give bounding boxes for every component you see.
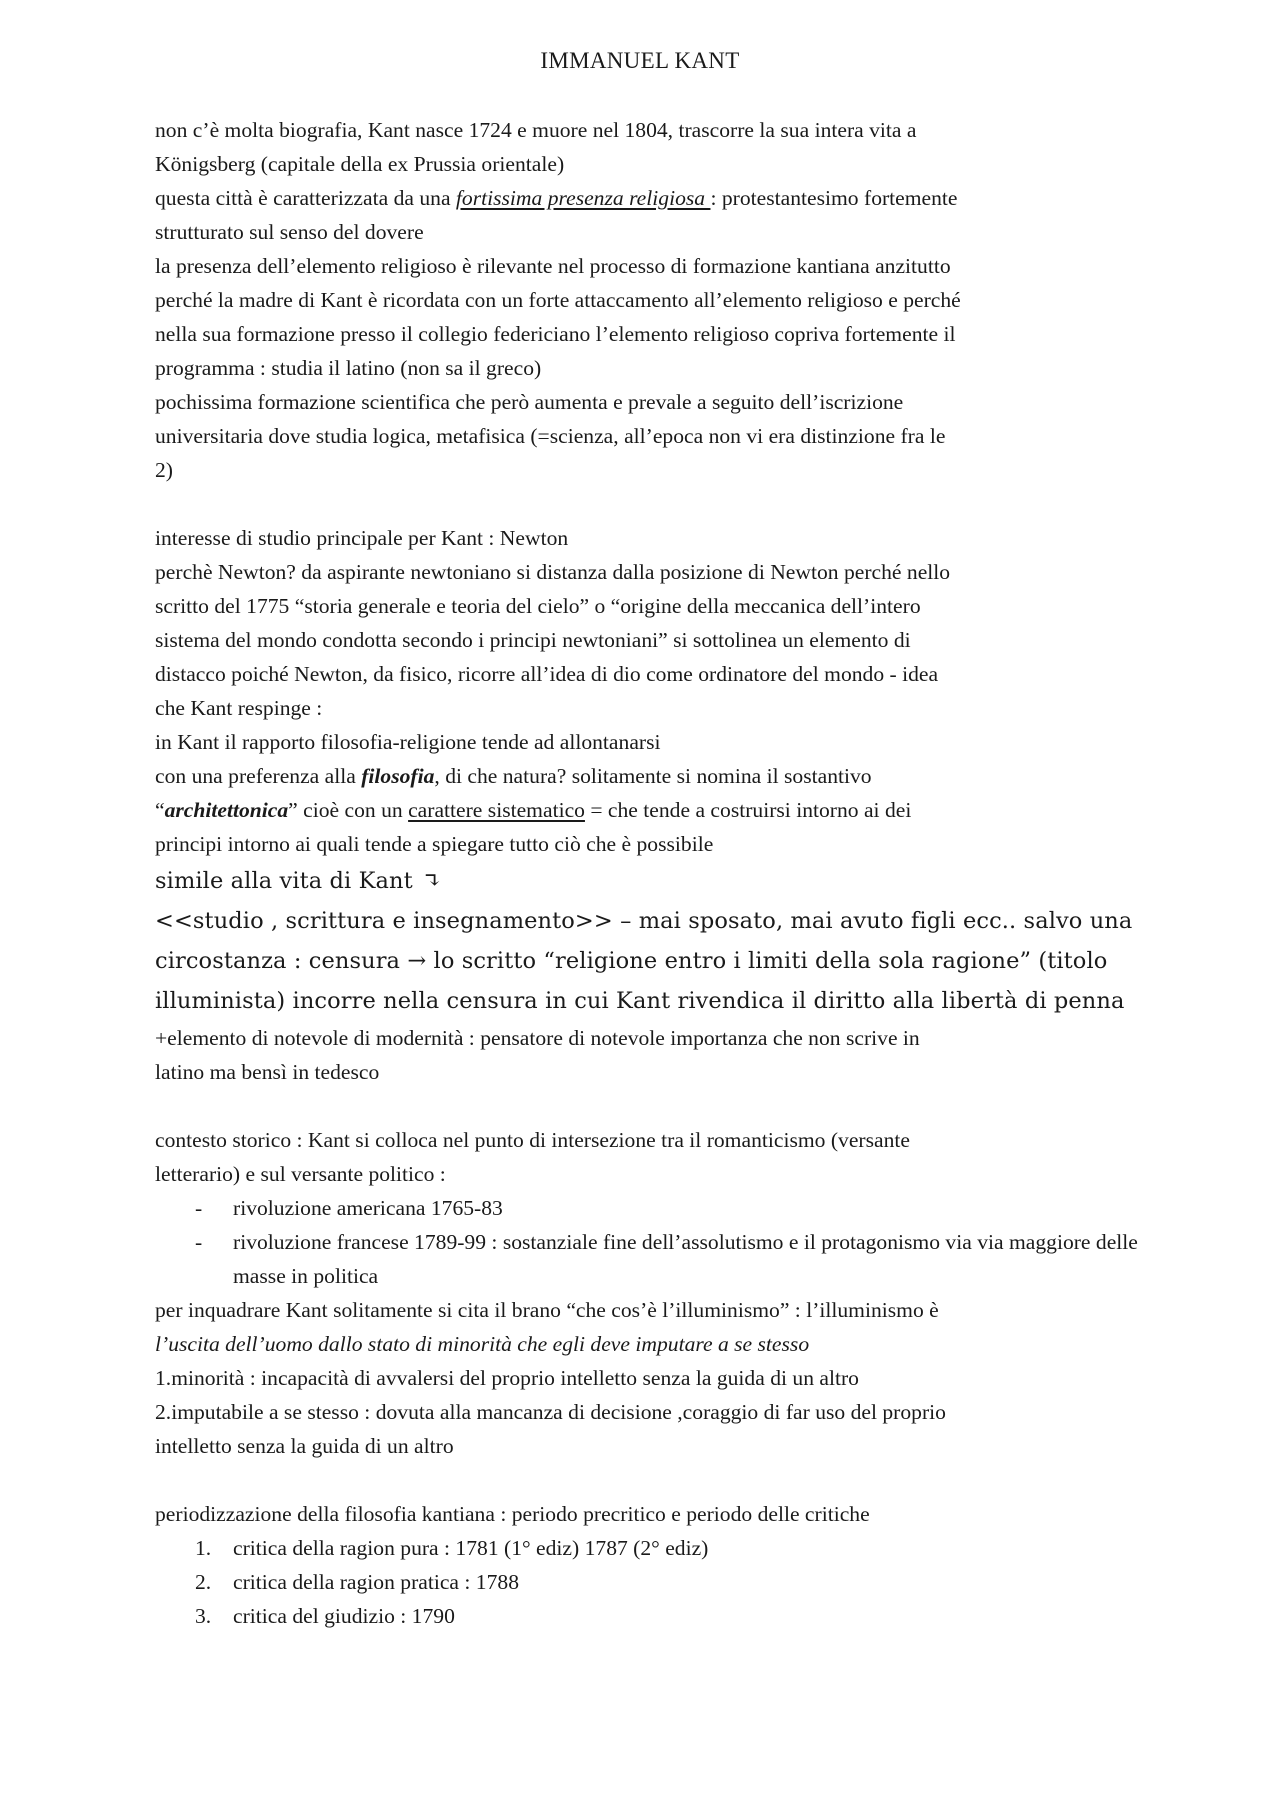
text-line: +elemento di notevole di modernità : pensatore di notevole importanza che non scrive in bbox=[155, 1026, 920, 1050]
emphasis-underlined: carattere sistematico bbox=[408, 798, 585, 822]
paragraph-gap bbox=[155, 487, 1145, 521]
text-line bbox=[155, 759, 1145, 793]
text-line: letterario) e sul versante politico : bbox=[155, 1162, 446, 1186]
list-item-text: rivoluzione francese 1789-99 : sostanziale fine dell’assolutismo e il protagonismo via via maggiore delle masse in politica bbox=[233, 1230, 1138, 1288]
text-line-italic: l’uscita dell’uomo dallo stato di minorità che egli deve imputare a se stesso bbox=[155, 1332, 810, 1356]
list-item-text: critica della ragion pura : 1781 (1° ediz) 1787 (2° ediz) bbox=[233, 1536, 709, 1560]
text-line: Königsberg (capitale della ex Prussia orientale) bbox=[155, 152, 565, 176]
text-line bbox=[155, 793, 1145, 827]
text-line: contesto storico : Kant si colloca nel punto di intersezione tra il romanticismo (versante bbox=[155, 1128, 910, 1152]
list-marker: - bbox=[195, 1230, 203, 1254]
text-line: sistema del mondo condotta secondo i principi newtoniani” si sottolinea un elemento di bbox=[155, 628, 911, 652]
list-item-text: critica della ragion pratica : 1788 bbox=[233, 1570, 519, 1594]
text-line: latino ma bensì in tedesco bbox=[155, 1060, 380, 1084]
text-line: circostanza : censura → lo scritto “religione entro i limiti della sola ragione” (titolo bbox=[155, 948, 1108, 974]
list-number: 2. bbox=[195, 1570, 212, 1594]
text-line: intelletto senza la guida di un altro bbox=[155, 1434, 454, 1458]
text-span: : protestantesimo fortemente bbox=[710, 186, 958, 210]
text-line: nella sua formazione presso il collegio federiciano l’elemento religioso copriva fortemente il bbox=[155, 322, 956, 346]
list-number: 1. bbox=[195, 1536, 212, 1560]
text-line: programma : studia il latino (non sa il greco) bbox=[155, 356, 542, 380]
emphasis-bold-italic: filosofia bbox=[361, 764, 435, 788]
text-span: con una preferenza alla bbox=[155, 764, 362, 788]
page-title: IMMANUEL KANT bbox=[540, 48, 740, 73]
text-line: <<studio , scrittura e insegnamento>> – mai sposato, mai avuto figli ecc.. salvo una bbox=[155, 908, 1133, 934]
emphasis-underlined: fortissima presenza religiosa bbox=[455, 186, 711, 210]
list-number: 3. bbox=[195, 1604, 212, 1628]
text-line: che Kant respinge : bbox=[155, 696, 323, 720]
text-line: perchè Newton? da aspirante newtoniano si distanza dalla posizione di Newton perché nello bbox=[155, 560, 951, 584]
text-line: illuminista) incorre nella censura in cui Kant rivendica il diritto alla libertà di penna bbox=[155, 988, 1125, 1014]
text-line: in Kant il rapporto filosofia-religione tende ad allontanarsi bbox=[155, 730, 661, 754]
text-line: distacco poiché Newton, da fisico, ricorre all’idea di dio come ordinatore del mondo - idea bbox=[155, 662, 939, 686]
text-span: “ bbox=[155, 798, 165, 822]
text-line bbox=[155, 181, 1145, 215]
text-line: per inquadrare Kant solitamente si cita il brano “che cos’è l’illuminismo” : l’illuminismo è bbox=[155, 1298, 939, 1322]
text-line: strutturato sul senso del dovere bbox=[155, 220, 424, 244]
text-line: la presenza dell’elemento religioso è rilevante nel processo di formazione kantiana anzitutto bbox=[155, 254, 951, 278]
text-line: universitaria dove studia logica, metafisica (=scienza, all’epoca non vi era distinzione fra le bbox=[155, 424, 946, 448]
list-marker: - bbox=[195, 1196, 203, 1220]
bullet-list bbox=[155, 1191, 1145, 1293]
text-line: periodizzazione della filosofia kantiana : periodo precritico e periodo delle critiche bbox=[155, 1502, 870, 1526]
text-line: principi intorno ai quali tende a spiegare tutto ciò che è possibile bbox=[155, 832, 714, 856]
numbered-list bbox=[155, 1531, 1145, 1633]
list-item-text: critica del giudizio : 1790 bbox=[233, 1604, 455, 1628]
text-line bbox=[155, 861, 1145, 901]
text-line: non c’è molta biografia, Kant nasce 1724 e muore nel 1804, trascorre la sua intera vita a bbox=[155, 118, 917, 142]
text-line: pochissima formazione scientifica che però aumenta e prevale a seguito dell’iscrizione bbox=[155, 390, 904, 414]
list-item-text: rivoluzione americana 1765-83 bbox=[233, 1196, 503, 1220]
list-item bbox=[155, 1565, 1145, 1599]
text-span: ” cioè con un bbox=[288, 798, 409, 822]
paragraph-gap bbox=[155, 1463, 1145, 1497]
text-span: = che tende a costruirsi intorno ai dei bbox=[584, 798, 912, 822]
paragraph-gap bbox=[155, 1089, 1145, 1123]
text-span: questa città è caratterizzata da una bbox=[155, 186, 456, 210]
list-item bbox=[155, 1225, 1145, 1293]
text-span: , di che natura? solitamente si nomina il sostantivo bbox=[434, 764, 872, 788]
text-line: perché la madre di Kant è ricordata con un forte attaccamento all’elemento religioso e perché bbox=[155, 288, 961, 312]
text-line: 1.minorità : incapacità di avvalersi del proprio intelletto senza la guida di un altro bbox=[155, 1366, 859, 1390]
list-item bbox=[155, 1191, 1145, 1225]
text-line: scritto del 1775 “storia generale e teoria del cielo” o “origine della meccanica dell’intero bbox=[155, 594, 921, 618]
list-item bbox=[155, 1531, 1145, 1565]
emphasis-bold-italic: architettonica bbox=[164, 798, 289, 822]
arrow-down-icon: ↴ bbox=[422, 868, 442, 894]
text-line: interesse di studio principale per Kant : Newton bbox=[155, 526, 569, 550]
text-line: 2) bbox=[155, 458, 173, 482]
text-line: 2.imputabile a se stesso : dovuta alla mancanza di decisione ,coraggio di far uso del proprio bbox=[155, 1400, 946, 1424]
document-body bbox=[155, 113, 1145, 1633]
list-item bbox=[155, 1599, 1145, 1633]
text-span: simile alla vita di Kant bbox=[155, 868, 413, 894]
